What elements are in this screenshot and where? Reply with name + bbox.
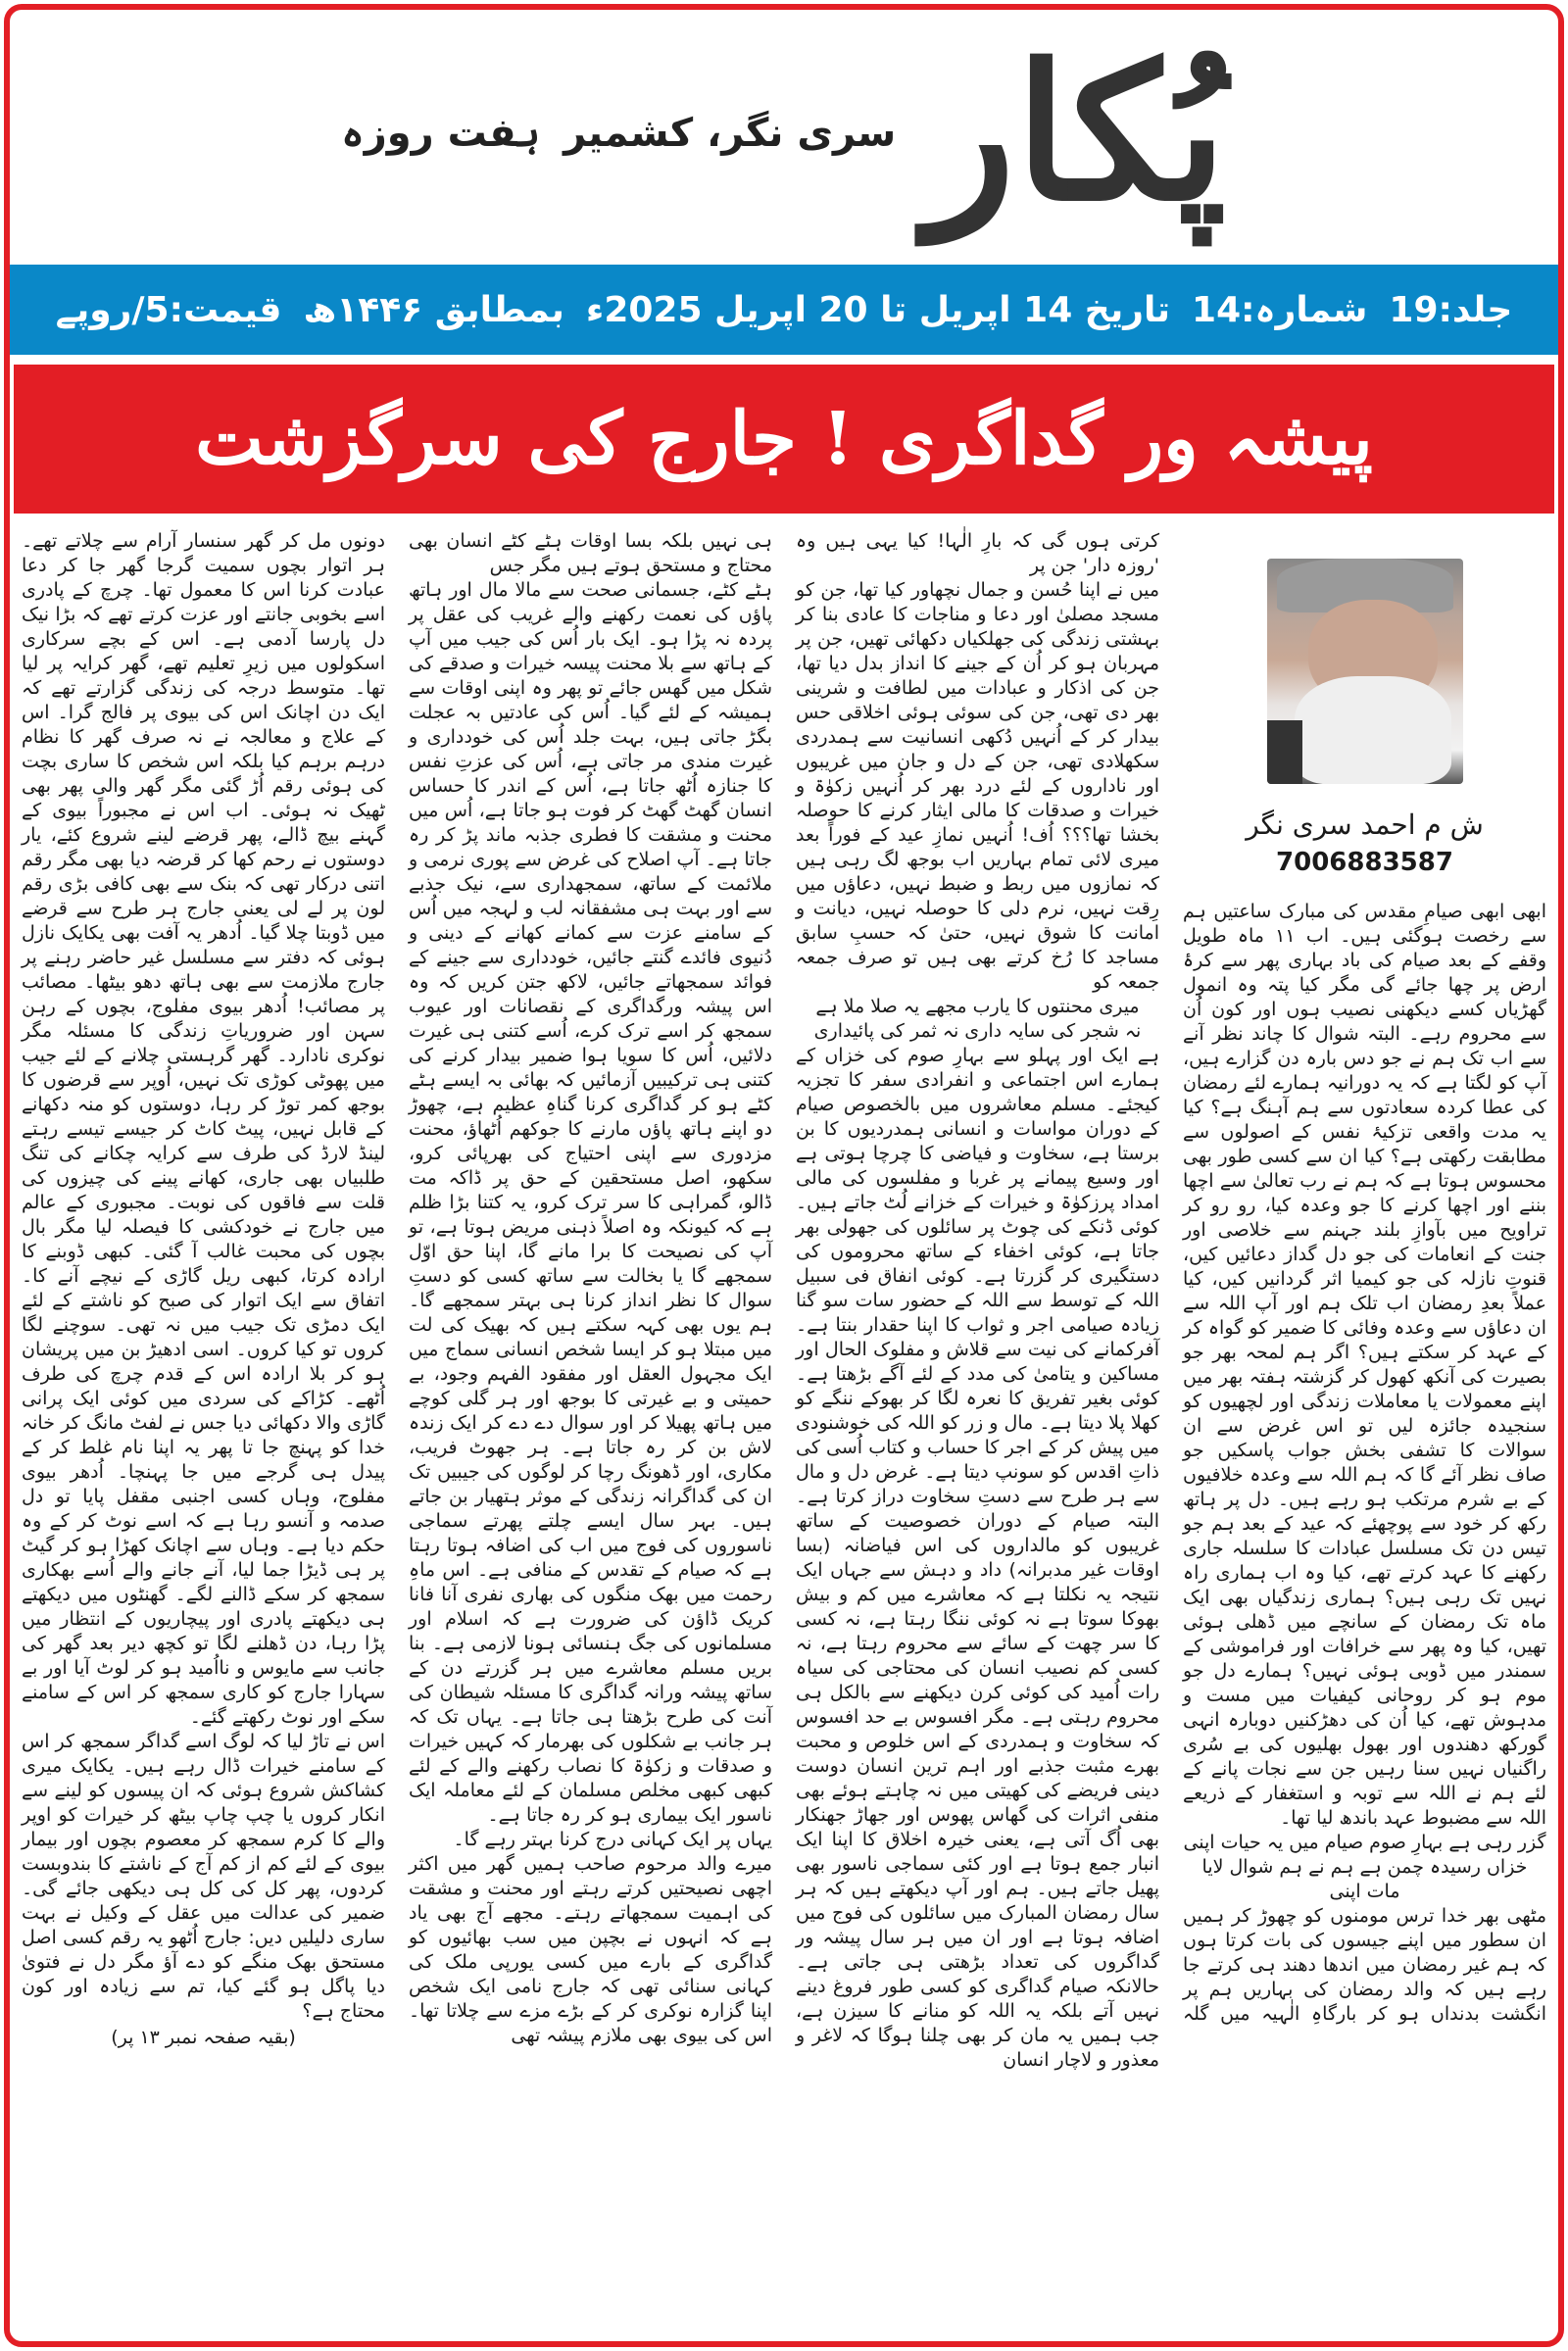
paragraph: میں نے اپنا حُسن و جمال نچھاور کیا تھا، جن کو مسجد مصلیٰ اور دعا و مناجات کا عادی بنا کر بہشتی زندگی کی جھلکیاں دکھائی تھیں، جن پر مہربان ہو کر اُن کے جینے کا انداز بدل دیا تھا، جن کی اذکار و عبادات میں لطافت و شرینی بھر دی تھی، جن کی سوئی ہوئی اخلاقی حس بیدار کر کے اُنہیں دُکھی انسانیت سے ہمدردی سکھلادی تھی، جن کے دل و جان میں غریبوں اور ناداروں کے لئے درد بھر کر اُنہیں زکوٰۃ و خیرات و صدقات کا مالی ایثار کرنے کا حوصلہ بخشا تھا؟؟؟ اُف! اُنہیں نمازِ عید کے فوراً بعد میری لائی تمام بہاریں اب بوجھ لگ رہی ہیں کہ نمازوں میں ربط و ضبط نہیں، دعاؤں میں رِقت نہیں، نرم دلی کا حوصلہ نہیں، دیانت و امانت کا شوق نہیں، حتیٰ کہ حسبِ سابق مساجد کا رُخ کرتے بھی ہیں تو صرف جمعہ جمعہ کو (796, 579, 1159, 993)
author-photo (1267, 559, 1463, 784)
author-name: ش م احمد سری نگر (1246, 808, 1484, 841)
volume: جلد:19 (1389, 289, 1513, 330)
headline: پیشہ ور گداگری ! جارج کی سرگزشت (195, 397, 1373, 481)
issue-date: تاریخ 14 اپریل تا 20 اپریل 2025ء (585, 289, 1171, 330)
paragraph: میرے والد مرحوم صاحب ہمیں گھر میں اکثر اچھی نصیحتیں کرتے رہتے اور محنت و مشقت کی اہمیت سمجھاتے رہتے۔ مجھے آج بھی یاد ہے کہ انہوں نے بچپن میں سب بھائیوں کو گداگری کے بارے میں کسی یورپی ملک کی کہانی سنائی تھی کہ جارج نامی ایک شخص اپنا گزارہ نوکری کر کے بڑے مزے سے چلاتا تھا۔ اس کی بیوی بھی ملازم پیشہ تھی (409, 1853, 772, 2046)
paragraph: اس نے تاڑ لیا کہ لوگ اسے گداگر سمجھ کر اس کے سامنے خیرات ڈال رہے ہیں۔ یکایک میری کشاکش شروع ہوئی کہ ان پیسوں کو لینے سے انکار کروں یا چپ چاپ بیٹھ کر خیرات کو اوپر والے کا کرم سمجھ کر معصوم بچوں اور بیمار بیوی کے لئے کم از کم آج کے ناشتے کا بندوبست کردوں، پھر کل کی کل ہی دیکھی جائے گی۔ ضمیر کی عدالت میں عقل کے وکیل نے بہت ساری دلیلیں دیں: جارج اُٹھو یہ رقم کسی اصل مستحق بھک منگے کو دے آؤ مگر دل نے فتویٰ دیا پاگل ہو گئے کیا، تم سے زیادہ اور کون محتاج ہے؟ (22, 1731, 385, 2022)
paragraph: ہے ایک اور پہلو سے بہارِ صوم کی خزاں کے ہمارے اس اجتماعی و انفرادی سفر کا تجزیہ کیجئے۔ مسلم معاشروں میں بالخصوص صیام کے دوران مواسات و انسانی ہمدردیوں کا بن برستا ہے، سخاوت و فیاضی کا چرچا ہوتی ہے اور وسیع پیمانے پر غربا و مفلسوں کی مالی امداد پرزکوٰۃ و خیرات کے خزانے لُٹ جاتے ہیں۔ کوئی ڈنکے کی چوٹ پر سائلوں کی جھولی بھر جاتا ہے، کوئی اخفاء کے ساتھ محروموں کی دستگیری کر گزرتا ہے۔ کوئی انفاق فی سبیل اللہ کے توسط سے اللہ کے حضور سات سو گنا زیادہ صیامی اجر و ثواب کا اپنا حقدار بنتا ہے۔ آفرکمانے کی نیت سے قلاش و مفلوک الحال اور مساکین و یتامیٰ کی مدد کے لئے آگے بڑھتا ہے۔ کوئی بغیر تفریق کا نعرہ لگا کر بھوکے ننگے کو کھلا پلا دیتا ہے۔ مال و زر کو اللہ کی خوشنودی میں پیش کر کے اجر کا حساب و کتاب اُسی کی ذاتِ اقدس کو سونپ دیتا ہے۔ غرض دل و مال سے ہر طرح سے دستِ سخاوت دراز کرتا ہے۔ البتہ صیام کے دوران خصوصیت کے ساتھ غریبوں کو مالداروں کی اس فیاضانہ (بسا اوقات غیر مدبرانہ) داد و دہش سے جہاں ایک نتیجہ یہ نکلتا ہے کہ معاشرے میں کم و بیش بھوکا سوتا ہے نہ کوئی ننگا رہتا ہے، نہ کسی کا سر چھت کے سائے سے محروم رہتا ہے، نہ کسی کم نصیب انسان کی محتاجی کی سیاہ رات اُمید کی کوئی کرن دیکھنے سے بالکل ہی محروم رہتی ہے۔ مگر افسوس بے حد افسوس کہ سخاوت و ہمدردی کے اس خلوص و محبت بھرے مثبت جذبے اور اہم ترین انسان دوست دینی فریضے کی کھیتی میں نہ چاہتے ہوئے بھی منفی اثرات کی گھاس پھوس اور جھاڑ جھنکار بھی اُگ آتی ہے، یعنی خیرہ اخلاق کا اپنا ایک انبار جمع ہوتا ہے اور کئی سماجی ناسور بھی پھیل جاتے ہیں۔ ہم اور آپ دیکھتے ہیں کہ ہر سال رمضان المبارک میں سائلوں کی فوج میں اضافہ ہوتا ہے اور ان میں ہر سال پیشہ ور گداگروں کی تعداد بڑھتی ہی جاتی ہے۔ حالانکہ صیام گداگری کو کسی طور فروغ دینے نہیں آتے بلکہ یہ اللہ کو منانے کا سیزن ہے، جب ہمیں یہ مان کر بھی چلنا ہوگا کہ لاغر و معذور و لاچار انسان (796, 1045, 1159, 2071)
price: قیمت:5/روپے (55, 289, 282, 330)
paragraph: مٹھی بھر خدا ترس مومنوں کو چھوڑ کر ہمیں ان سطور میں اپنے جیسوں کی بات کرتا ہوں کہ ہم غیر رمضان میں اندھا دھند ہی کرتے جا رہے ہیں کہ والد رمضان کی بہاریں ہم پر انگشت بدنداں ہو کر بارگاہِ الٰہیہ میں گلہ کرتی ہوں گی کہ بارِ الٰہا! کیا یہی ہیں وہ 'روزہ دار' جن پر (796, 530, 1546, 2025)
issue-number: شمارہ:14 (1192, 289, 1368, 330)
continued-note: (بقیہ صفحہ نمبر ۱۳ پر) (111, 2027, 296, 2048)
weekly-label: ہفت روزہ (341, 110, 541, 156)
verse-line: میری محنتوں کا یارب مجھے یہ صلا ملا ہے (815, 996, 1140, 1017)
issue-info-band (10, 265, 1558, 355)
paragraph: ابھی ابھی صیامِ مقدس کی مبارک ساعتیں ہم سے رخصت ہوگئی ہیں۔ اب ۱۱ ماہ طویل وقفے کے بعد صیام کی باد بہاری پھر سے کرۂ ارض پر چھا جائے گی مگر کیا پتہ وہ انمول گھڑیاں کسے دیکھنی نصیب ہوں اور کون اُن سے محروم رہے۔ البتہ شوال کا چاند نظر آنے سے اب تک ہم نے جو دس بارہ دن گزارے ہیں، آپ کو لگتا ہے کہ یہ دورانیہ ہمارے لئے رمضان کی عطا کردہ سعادتوں سے ہم آہنگ ہے؟ کیا یہ مدت واقعی تزکیۂ نفس کے اصولوں سے مطابقت رکھتی ہے؟ کیا ان سے کسی طور بھی محسوس ہوتا ہے کہ ہم نے رب تعالیٰ سے اچھا بننے اور اچھا کرنے کا جو وعدہ کیا، رو رو کر تراویح میں بآوازِ بلند جہنم سے خلاصی اور جنت کے انعامات کی جو دل گداز دعائیں کیں، قنوتِ نازلہ کی جو کیمیا اثر گردانیں کیں، کیا عملاً بعدِ رمضان اب تلک ہم اور آپ اللہ سے ان دعاؤں سے وعدہ وفائی کا ضمیر کو گواہ کر کے عہد کر سکتے ہیں؟ اگر ہم لمحہ بھر جو بصیرت کی آنکھ کھول کر گزشتہ ہفتہ بھر میں اپنے معمولات یا معاملات زندگی اور لچھیوں کو سنجیدہ جائزہ لیں تو اس غرض سے ان سوالات کا تشفی بخش جواب پاسکیں جو صاف نظر آئے گا کہ ہم اللہ سے وعدہ خلافیوں کے بے شرم مرتکب ہو رہے ہیں۔ دل پر ہاتھ رکھ کر خود سے پوچھئے کہ عید کے بعد ہم جو تیس دن تک مسلسل عبادات کا سلسلہ جاری رکھنے کا عہد کرتے تھے، کیا وہ اب ہماری راہ نہیں تک رہی ہیں؟ ہماری زندگیاں بھی ایک ماہ تک رمضان کے سانچے میں ڈھلی ہوئی تھیں، کیا وہ پھر سے خرافات اور فراموشی کے سمندر میں ڈوبی ہوئی نہیں؟ ہمارے دل جو موم ہو کر روحانی کیفیات میں مست و مدہوش تھے، کیا اُن کی دھڑکنیں دوبارہ انہی گورکھ دھندوں اور بھول بھلیوں کی بے سُری راگنیاں نہیں سنا رہیں جن سے نجات پانے کے لئے ہم نے اللہ سے توبہ و استغفار کے ذریعے اللہ سے مضبوط عہد باندھ لیا تھا۔ (1183, 901, 1547, 1829)
paragraph: ہٹے کٹے، جسمانی صحت سے مالا مال اور ہاتھ پاؤں کی نعمت رکھنے والے غریب کی عقل پر پردہ نہ پڑا ہو۔ ایک بار اُس کی جیب میں آپ کے ہاتھ سے بلا محنت پیسہ خیرات و صدقے کی شکل میں گھس جائے تو پھر وہ اپنی اوقات سے ہمیشہ کے لئے گیا۔ اُس کی عادتیں بہ عجلت بگڑ جاتی ہیں، بہت جلد اُس کی خودداری و غیرت مندی مر جاتی ہے، اُس کی عزتِ نفس کا جنازہ اُٹھ جاتا ہے، اُس کے اندر کا حساس انسان گھٹ گھٹ کر فوت ہو جاتا ہے، اُس میں محنت و مشقت کا فطری جذبہ ماند پڑ کر رہ جاتا ہے۔ آپ اصلاح کی غرض سے پوری نرمی و ملائمت کے ساتھ، سمجھداری سے، نیک جذبے سے اور بہت ہی مشفقانہ لب و لہجہ میں اُس کے سامنے عزت سے کمانے کھانے کے دینی و دُنیوی فائدے گنتے جائیں، خودداری سے جینے کے فوائد سمجھاتے جائیں، لاکھ جتن کریں کہ وہ اس پیشہ ورگداگری کے نقصانات اور عیوب سمجھ کر اسے ترک کرے، اُسے کتنی ہی غیرت دلائیں، اُس کا سویا ہوا ضمیر بیدار کرنے کی کتنی ہی ترکیبیں آزمائیں کہ بھائی بہ ایسے ہٹے کٹے ہو کر گداگری کرنا گناہِ عظیم ہے، چھوڑ دو اپنے ہاتھ پاؤں مارنے کا جوکھم اُٹھاؤ، محنت مزدوری سے اپنی احتیاج کی بھرپائی کرو، سکھو، اصل مستحقین کے حق پر ڈاکہ مت ڈالو، گمراہی کا سر ترک کرو، یہ کتنا بڑا ظلم ہے کہ کیونکہ وہ اصلاً ذہنی مریض ہوتا ہے، تو آپ کی نصیحت کا برا مانے گا، اپنا حق اوّل سمجھے گا یا بخالت سے ساتھ کسی کو دستِ سوال کا نظر انداز کرنا ہی بہتر سمجھے گا۔ ہم یوں بھی کہہ سکتے ہیں کہ بھیک کی لت میں مبتلا ہو کر ایسا شخص انسانی سماج میں ایک مجہول العقل اور مفقود الفہم وجود، بے حمیتی و بے غیرتی کا بوجھ اور ہر گلی کوچے میں ہاتھ پھیلا کر اور سوال دے دے کر ایک زندہ لاش بن کر رہ جاتا ہے۔ ہر جھوٹ فریب، مکاری، اور ڈھونگ رچا کر لوگوں کی جیبیں تک ان کی گداگرانہ زندگی کے موثر ہتھیار بن جاتے ہیں۔ بہر سال ایسے چلتے پھرتے سماجی ناسوروں کی فوج میں اب کی اضافہ ہوتا رہتا ہے کہ صیام کے تقدس کے منافی ہے۔ اس ماہِ رحمت میں بھک منگوں کی بھاری نفری آنا فانا کریک ڈاؤن کی ضرورت ہے کہ اسلام اور مسلمانوں کی جگ ہنسائی ہونا لازمی ہے۔ بنا بریں مسلم معاشرے میں ہر گزرتے دن کے ساتھ پیشہ ورانہ گداگری کا مسئلہ شیطان کی آنت کی طرح بڑھتا ہی جاتا ہے۔ یہاں تک کہ ہر جانب بے شکلوں کی بھرمار کہ کہیں خیرات و صدقات و زکوٰۃ کا نصاب رکھنے والے کے لئے کبھی کبھی مخلص مسلمان کے لئے معاملہ ایک ناسور ایک بیماری ہو کر رہ جاتا ہے۔ (409, 579, 772, 1826)
verse-line: خزاں رسیدہ چمن ہے ہم نے ہم شوال لایا مات اپنی (1201, 1856, 1528, 1902)
masthead (0, 8, 1568, 258)
headline-band (14, 365, 1554, 514)
masthead-labels (341, 111, 896, 156)
article-body (22, 529, 1546, 2073)
paragraph: یہاں پر ایک کہانی درج کرنا بہتر رہے گا۔ (453, 1829, 772, 1850)
newspaper-logo: پُکار (925, 23, 1227, 242)
hijri-date: بمطابق ۱۴۴۶ھ (303, 289, 564, 330)
paragraph: دونوں مل کر گھر سنسار آرام سے چلاتے تھے۔ ہر اتوار بچوں سمیت گرجا گھر جا کر دعا عبادت کرنا اس کا معمول تھا۔ چرچ کے پادری اسے بخوبی جانتے اور عزت کرتے تھے کہ بڑا نیک دل پارسا آدمی ہے۔ اس کے بچے سرکاری اسکولوں میں زیرِ تعلیم تھے، گھر کرایہ پر لیا تھا۔ متوسط درجہ کی زندگی گزارتے تھے کہ ایک دن اچانک اس کی بیوی پر فالج گرا۔ اس کے علاج و معالجہ نے نہ صرف گھر کا نظام درہم برہم کیا بلکہ اس شخص کا ساری بچت کی ہوئی رقم اُڑ گئی مگر گھر والی پھر بھی ٹھیک نہ ہوئی۔ اب اس نے مجبوراً بیوی کے گہنے بیچ ڈالے، پھر قرضے لینے شروع کئے، یار دوستوں نے رحم کھا کر قرضہ دیا بھی مگر رقم اتنی درکار تھی کہ بنک سے بھی کافی بڑی رقم لون پر لے لی یعنی جارج ہر طرح سے قرضے میں ڈوبتا چلا گیا۔ اُدھر یہ آفت بھی یکایک نازل ہوئی کہ دفتر سے مسلسل غیر حاضر رہنے پر جارج ملازمت سے بھی ہاتھ دھو بیٹھا۔ مصائب پر مصائب! اُدھر بیوی مفلوج، بچوں کے رہن سہن اور ضروریاتِ زندگی کا مسئلہ مگر نوکری نادارد۔ گھر گرہستی چلانے کے لئے جیب میں پھوٹی کوڑی تک نہیں، اُوپر سے قرضوں کا بوجھ کمر توڑ کر رہا، دوستوں کو منہ دکھانے کے قابل نہیں، پیٹ کاٹ کر جیسے تیسے رہتے لینڈ لارڈ کی طرف سے کرایہ چکانے کی تنگ طلبیاں بھی جاری، کھانے پینے کی چیزوں کی قلت سے فاقوں کی نوبت۔ مجبوری کے عالم میں جارج نے خودکشی کا فیصلہ لیا مگر بال بچوں کی محبت غالب آ گئی۔ کبھی ڈوبنے کا ارادہ کرتا، کبھی ریل گاڑی کے نیچے آنے کا۔ اتفاق سے ایک اتوار کی صبح کو ناشتے کے لئے ایک دمڑی تک جیب میں نہ تھی۔ سوچنے لگا کروں تو کیا کروں۔ اسی ادھیڑ بن میں پریشان ہو کر بلا ارادہ اس کے قدم چرچ کی طرف اُٹھے۔ کڑاکے کی سردی میں کوئی ایک پرانی گاڑی والا دکھائی دیا جس نے لفٹ مانگ کر خانہ خدا کو پہنچ جا تا پھر یہ اپنا نام غلط کر کے پیدل ہی گرجے میں جا پہنچا۔ اُدھر بیوی مفلوج، وہاں کسی اجنبی مقفل پایا تو دل صدمہ و آنسو رہا ہے کہ اسے نوٹ کر کے وہ حکم دیا ہے۔ وہاں سے اچانک کھڑا ہو کر گیٹ پر ہی ڈیڑا جما لیا، آنے جانے والے اُسے بھکاری سمجھ کر سکے ڈالنے لگے۔ گھنٹوں میں دیکھتے ہی دیکھتے پادری اور پیچاریوں کے انتظار میں پڑا رہا، دن ڈھلنے لگا تو کچھ دیر بعد گھر کی جانب سے مایوس و نااُمید ہو کر لوٹ آیا اور بے سہارا جارج کو کاری سمجھ کر اس کے سامنے سکے اور نوٹ رکھتے گئے۔ (22, 530, 385, 1728)
verse-line: گزر رہی ہے بہارِ صوم صیام میں یہ حیات اپنی (1183, 1832, 1546, 1853)
paragraph: ہی نہیں بلکہ بسا اوقات ہٹے کٹے انسان بھی محتاج و مستحق ہوتے ہیں مگر جس (409, 530, 772, 576)
author-phone: 7006883587 (1276, 848, 1453, 877)
city-label: سری نگر، کشمیر (564, 110, 897, 156)
verse-line: نہ شجر کی سایہ داری نہ ثمر کی پائیداری (813, 1020, 1142, 1042)
